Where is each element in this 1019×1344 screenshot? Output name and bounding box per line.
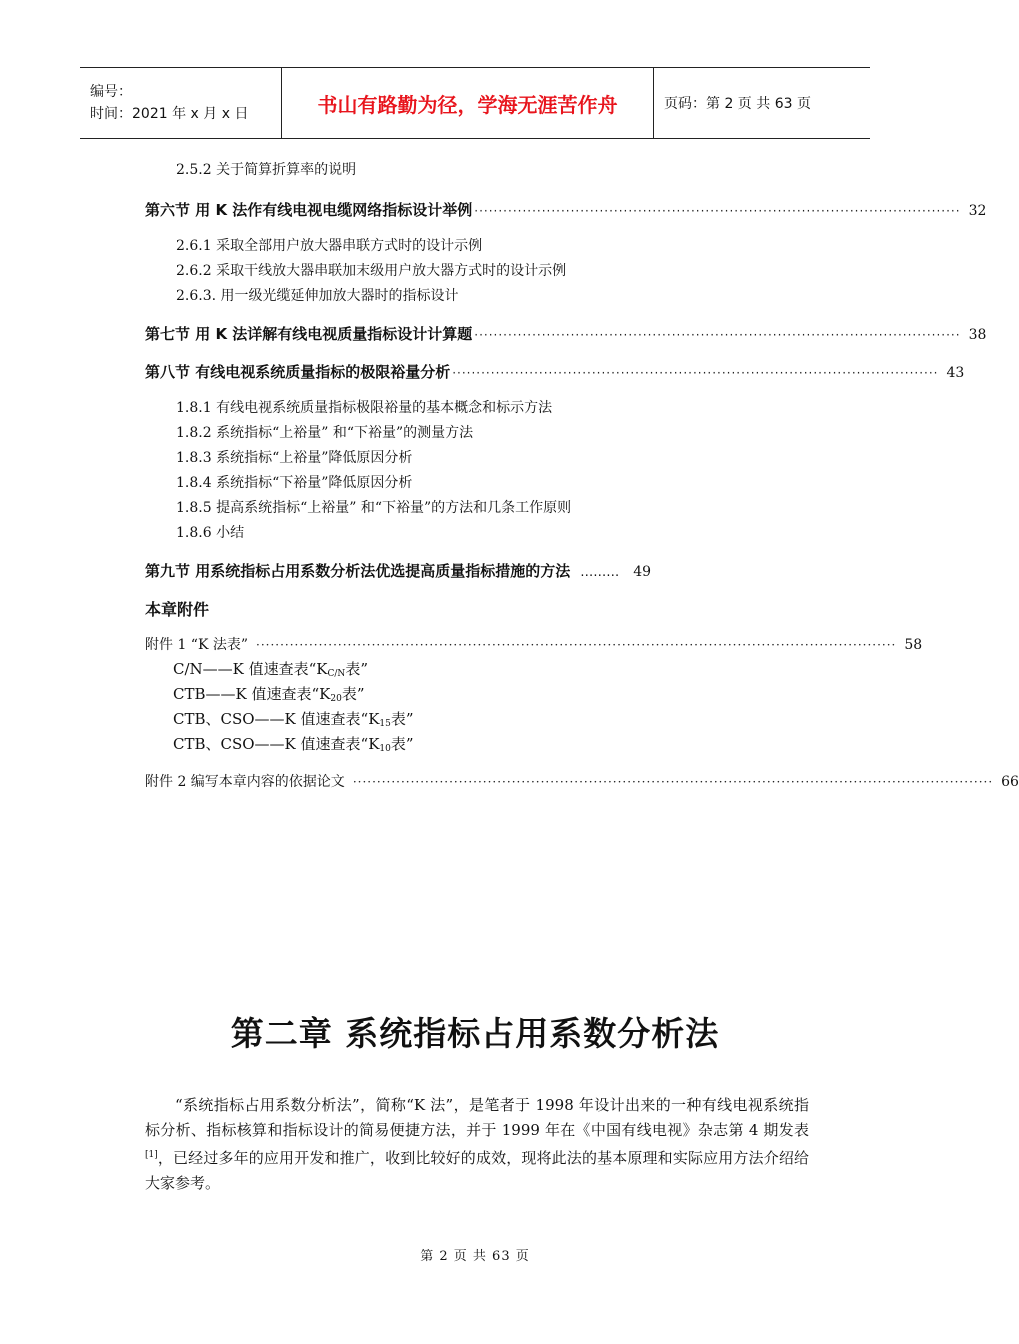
toc-section-8[interactable] <box>145 361 965 382</box>
toc-section-title: 第六节 用 K 法作有线电视电缆网络指标设计举例 <box>145 201 473 219</box>
k-table-subscript: 10 <box>379 744 391 754</box>
k-table-subscript: 15 <box>379 719 391 729</box>
k-table-suffix: 表” <box>390 735 414 753</box>
toc-section-title: 第七节 用 K 法详解有线电视质量指标设计计算题 <box>145 325 473 343</box>
toc-appendix-title: 附件 2 编写本章内容的依据论文 <box>145 774 345 790</box>
toc-item-1-8-4: 1.8.4 系统指标“下裕量”降低原因分析 <box>176 475 413 491</box>
appendix-heading: 本章附件 <box>145 600 210 619</box>
leader-dots: ····································································································································· <box>352 775 994 789</box>
toc-page-number: 32 <box>968 203 987 219</box>
k-table-suffix: 表” <box>390 710 414 728</box>
toc-page-number: 43 <box>946 365 965 381</box>
k-table-prefix: CTB、CSO——K 值速查表“K <box>173 710 380 728</box>
header-page-text: 页码：第 2 页 共 63 页 <box>664 96 811 112</box>
header-table <box>80 67 870 139</box>
k-table-suffix: 表” <box>345 660 368 678</box>
toc-item-1-8-1: 1.8.1 有线电视系统质量指标极限裕量的基本概念和标示方法 <box>176 400 553 416</box>
toc-page-number: 49 <box>633 564 652 580</box>
toc-item-1-8-3: 1.8.3 系统指标“上裕量”降低原因分析 <box>176 450 413 466</box>
toc-appendix-1[interactable] <box>145 634 923 654</box>
toc-item-2-6-3: 2.6.3. 用一级光缆延伸加放大器时的指标设计 <box>176 288 459 304</box>
leader-dots: ····································································································································· <box>256 638 897 652</box>
toc-page-number: 38 <box>968 327 987 343</box>
k-table-prefix: C/N——K 值速查表“K <box>173 660 328 678</box>
k-table-suffix: 表” <box>341 685 365 703</box>
chapter-intro-paragraph <box>145 1093 809 1196</box>
leader-dots: ····································································································· <box>474 204 961 218</box>
leader-dots: ……… <box>580 565 620 580</box>
chapter-title: 第二章 系统指标占用系数分析法 <box>230 1014 720 1053</box>
citation-marker: [1] <box>145 1150 158 1160</box>
toc-section-7[interactable] <box>145 323 987 344</box>
toc-page-number: 58 <box>904 637 923 653</box>
toc-appendix-2[interactable] <box>145 771 1019 791</box>
k-table-subscript: C/N <box>327 669 346 679</box>
toc-item-2-6-2: 2.6.2 采取干线放大器串联加末级用户放大器方式时的设计示例 <box>176 263 567 279</box>
paragraph-text: “系统指标占用系数分析法”，简称“K 法”，是笔者于 1998 年设计出来的一种有线电视系统指标分析、指标核算和指标设计的简易便捷方法，并于 1999 年在《中国有线电视》杂志第 4 期发表 <box>145 1096 809 1139</box>
toc-section-title: 第八节 有线电视系统质量指标的极限裕量分析 <box>145 363 451 381</box>
toc-item-2-5-2: 2.5.2 关于简算折算率的说明 <box>176 162 357 178</box>
page-footer: 第 2 页 共 63 页 <box>420 1249 530 1264</box>
k-table-prefix: CTB、CSO——K 值速查表“K <box>173 735 380 753</box>
paragraph-text-continued: ，已经过多年的应用开发和推广，收到比较好的成效，现将此法的基本原理和实际应用方法介绍给大家参考。 <box>145 1149 809 1192</box>
k-table-subscript: 20 <box>330 694 342 704</box>
header-left-cell <box>80 68 282 138</box>
toc-item-1-8-5: 1.8.5 提高系统指标“上裕量” 和“下裕量”的方法和几条工作原则 <box>176 500 572 516</box>
k-table-15 <box>173 709 414 734</box>
toc-section-9[interactable] <box>145 560 775 581</box>
toc-appendix-title: 附件 1 “K 法表” <box>145 637 249 653</box>
date-text: 时间：2021 年 x 月 x 日 <box>90 106 249 122</box>
toc-item-1-8-6: 1.8.6 小结 <box>176 525 245 541</box>
leader-dots: ····································································································· <box>452 366 939 380</box>
k-table-10 <box>173 734 414 759</box>
k-table-prefix: CTB——K 值速查表“K <box>173 685 331 703</box>
leader-dots: ····································································································· <box>474 328 961 342</box>
k-table-20 <box>173 684 364 709</box>
k-table-cn <box>173 659 368 684</box>
toc-section-6[interactable] <box>145 199 987 220</box>
toc-page-number: 66 <box>1001 774 1019 790</box>
header-motto: 书山有路勤为径，学海无涯苦作舟 <box>282 68 654 138</box>
doc-number-label: 编号： <box>90 84 132 100</box>
toc-section-title: 第九节 用系统指标占用系数分析法优选提高质量指标措施的方法 <box>145 562 571 580</box>
toc-item-1-8-2: 1.8.2 系统指标“上裕量” 和“下裕量”的测量方法 <box>176 425 474 441</box>
toc-item-2-6-1: 2.6.1 采取全部用户放大器串联方式时的设计示例 <box>176 238 483 254</box>
